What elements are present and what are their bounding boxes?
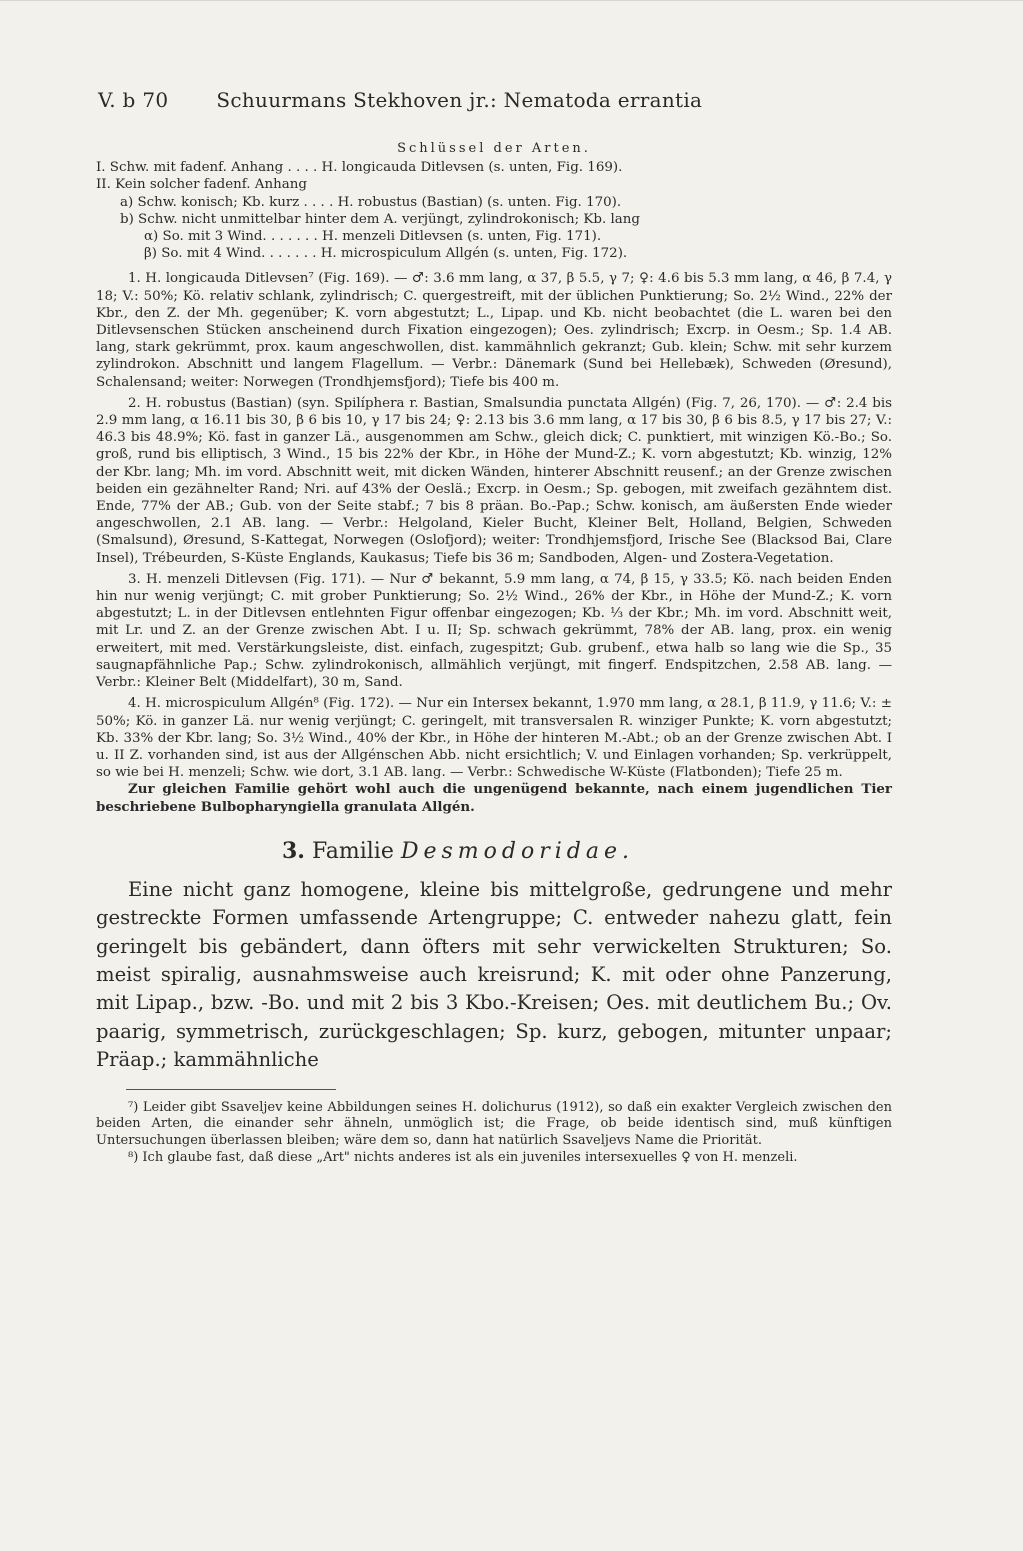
species-list [96,270,892,815]
species-entry: 2. H. robustus (Bastian) (syn. Spilíphera r. Bastian, Smalsundia punctata Allgén) (Fig. 7, 26, 170). — ♂: 2.4 bis 2.9 mm lang, α 16.11 bis 30, β 6 bis 10, γ 17 bis 24; ♀: 2.13 bis 3.6 mm lang, α 17 bis 30, β 6 bis 8.5, γ 17 bis 27; V.: 46.3 bis 48.9%; Kö. fast in ganzer Lä., ausgenommen am Schw., gleich dick; C. punktiert, mit winzigen Kö.-Bo.; So. groß, rund bis elliptisch, 3 Wind., 15 bis 22% der Kbr., in Höhe der Mund-Z.; K. vorn abgestutzt; Kb. winzig, 12% der Kbr. lang; Mh. im vord. Abschnitt weit, mit dicken Wänden, hinterer Abschnitt reusenf.; an der Grenze zwischen beiden ein gezähnelter Rand; Nri. auf 43% der Oeslä.; Excrp. in Oesm.; Sp. gebogen, mit zweifach gezähntem dist. Ende, 77% der AB.; Gub. von der Seite stabf.; 7 bis 8 präan. Bo.-Pap.; Schw. konisch, am äußersten Ende wieder angeschwollen, 2.1 AB. lang. — Verbr.: Helgoland, Kieler Bucht, Kleiner Belt, Holland, Belgien, Schweden (Smalsund), Øresund, S-Kattegat, Norwegen (Oslofjord); weiter: Trondhjemsfjord, Irische See (Blacksod Bai, Clare Insel), Trébeurden, S-Küste Englands, Kaukasus; Tiefe bis 36 m; Sandboden, Algen- und Zostera-Vegetation. [96,395,892,566]
page-number: V. b 70 [98,88,169,112]
species-entry: 4. H. microspiculum Allgén⁸ (Fig. 172). — Nur ein Intersex bekannt, 1.970 mm lang, α 28.1, β 11.9, γ 11.6; V.: ± 50%; Kö. in ganzer Lä. nur wenig verjüngt; C. geringelt, mit transversalen R. winziger Punkte; K. vorn abgestutzt; Kb. 33% der Kbr. lang; So. 3½ Wind., 40% der Kbr., in Höhe der hinteren M.-Abt.; ob an der Grenze zwischen Abt. I u. II Z. vorhanden sind, ist aus der Allgénschen Abb. nicht ersichtlich; V. und Einlagen vorhanden; Sp. verkrüppelt, so wie bei H. menzeli; Schw. wie dort, 3.1 AB. lang. — Verbr.: Schwedische W-Küste (Flatbonden); Tiefe 25 m. [96,696,892,781]
species-entry: 3. H. menzeli Ditlevsen (Fig. 171). — Nur ♂ bekannt, 5.9 mm lang, α 74, β 15, γ 33.5; Kö. nach beiden Enden hin nur wenig verjüngt; C. mit grober Punktierung; So. 2½ Wind., 26% der Kbr., in Höhe der Mund-Z.; K. vorn abgestutzt; L. in der Ditlevsen entlehnten Figur offenbar eingezogen; Kb. ⅓ der Kbr.; Mh. im vord. Abschnitt weit, mit Lr. und Z. an der Grenze zwischen Abt. I u. II; Sp. schwach gekrümmt, 78% der AB. lang, prox. ein wenig erweitert, mit med. Verstärkungsleiste, dist. einfach, zugespitzt; Gub. grubenf., etwa halb so lang wie die Sp., 35 saugnapfähnliche Pap.; Schw. zylindrokonisch, allmählich verjüngt, mit fingerf. Endspitzchen, 2.58 AB. lang. — Verbr.: Kleiner Belt (Middelfart), 30 m, Sand. [96,571,892,691]
species-key [96,140,892,262]
key-line: II. Kein solcher fadenf. Anhang [96,177,307,193]
family-name: Desmodoridae. [400,838,635,864]
family-label: Familie [311,838,394,864]
footnote: ⁸) Ich glaube fast, daß diese „Art" nichts anderes ist als ein juveniles intersexuelles ♀ von H. menzeli. [128,1149,798,1165]
family-paragraph: Eine nicht ganz homogene, kleine bis mittelgroße, gedrungene und mehr gestreckte Formen umfassende Artengruppe; C. entweder nahezu glatt, fein geringelt bis gebändert, dann öfters mit sehr verwickelten Strukturen; So. meist spiralig, ausnahmsweise auch kreisrund; K. mit oder ohne Panzerung, mit Lipap., bzw. -Bo. und mit 2 bis 3 Kbo.-Kreisen; Oes. mit deutlichem Bu.; Ov. paarig, symmetrisch, zurückgeschlagen; Sp. kurz, gebogen, mitunter unpaar; Präap.; kammähnliche [96,877,892,1072]
key-line: I. Schw. mit fadenf. Anhang . . . . H. longicauda Ditlevsen (s. unten, Fig. 169). [96,160,623,176]
key-line: a) Schw. konisch; Kb. kurz . . . . H. robustus (Bastian) (s. unten. Fig. 170). [120,194,622,210]
key-line: α) So. mit 3 Wind. . . . . . . H. menzeli Ditlevsen (s. unten, Fig. 171). [144,229,602,245]
footnotes [96,1100,892,1167]
closing-note: Zur gleichen Familie gehört wohl auch die ungenügend bekannte, nach einem jugendlichen Tier beschriebene Bulbopharyngiella granulata Allgén. [96,781,892,815]
running-title: Schuurmans Stekhoven jr.: Nematoda errantia [216,88,703,112]
footnote: ⁷) Leider gibt Ssaveljev keine Abbildungen seines H. dolichurus (1912), so daß ein exakter Vergleich zwischen den beiden Arten, die einander sehr ähneln, unmöglich ist; die Frage, ob beide identisch sind, muß künftigen Untersuchungen überlassen bleiben; wäre dem so, dann hat natürlich Ssaveljevs Name die Priorität. [96,1099,892,1149]
family-number: 3. [282,837,305,864]
top-edge-line [0,0,1023,1]
family-description [96,876,892,1075]
key-line: β) So. mit 4 Wind. . . . . . . H. microspiculum Allgén (s. unten, Fig. 172). [144,246,628,262]
document-page [96,88,892,1167]
footnote-rule [126,1089,336,1090]
key-title: Schlüssel der Arten. [397,141,591,156]
family-heading [96,838,892,864]
species-entry: 1. H. longicauda Ditlevsen⁷ (Fig. 169). — ♂: 3.6 mm lang, α 37, β 5.5, γ 7; ♀: 4.6 bis 5.3 mm lang, α 46, β 7.4, γ 18; V.: 50%; Kö. relativ schlank, zylindrisch; C. quergestreift, mit der üblichen Punktierung; So. 2½ Wind., 22% der Kbr., den Z. der Mh. gegenüber; K. vorn abgestutzt; L., Lipap. und Kb. nicht beobachtet (die L. waren bei den Ditlevsenschen Stücken anscheinend durch Fixation eingezogen); Oes. zylindrisch; Excrp. in Oesm.; Sp. 1.4 AB. lang, stark gekrümmt, prox. kaum angeschwollen, dist. kammähnlich gekranzt; Gub. klein; Schw. mit sehr kurzem zylindrokon. Abschnitt und langem Flagellum. — Verbr.: Dänemark (Sund bei Hellebæk), Schweden (Øresund), Schalensand; weiter: Norwegen (Trondhjemsfjord); Tiefe bis 400 m. [96,271,892,390]
running-header [98,88,892,112]
key-line: b) Schw. nicht unmittelbar hinter dem A. verjüngt, zylindrokonisch; Kb. lang [120,211,640,227]
